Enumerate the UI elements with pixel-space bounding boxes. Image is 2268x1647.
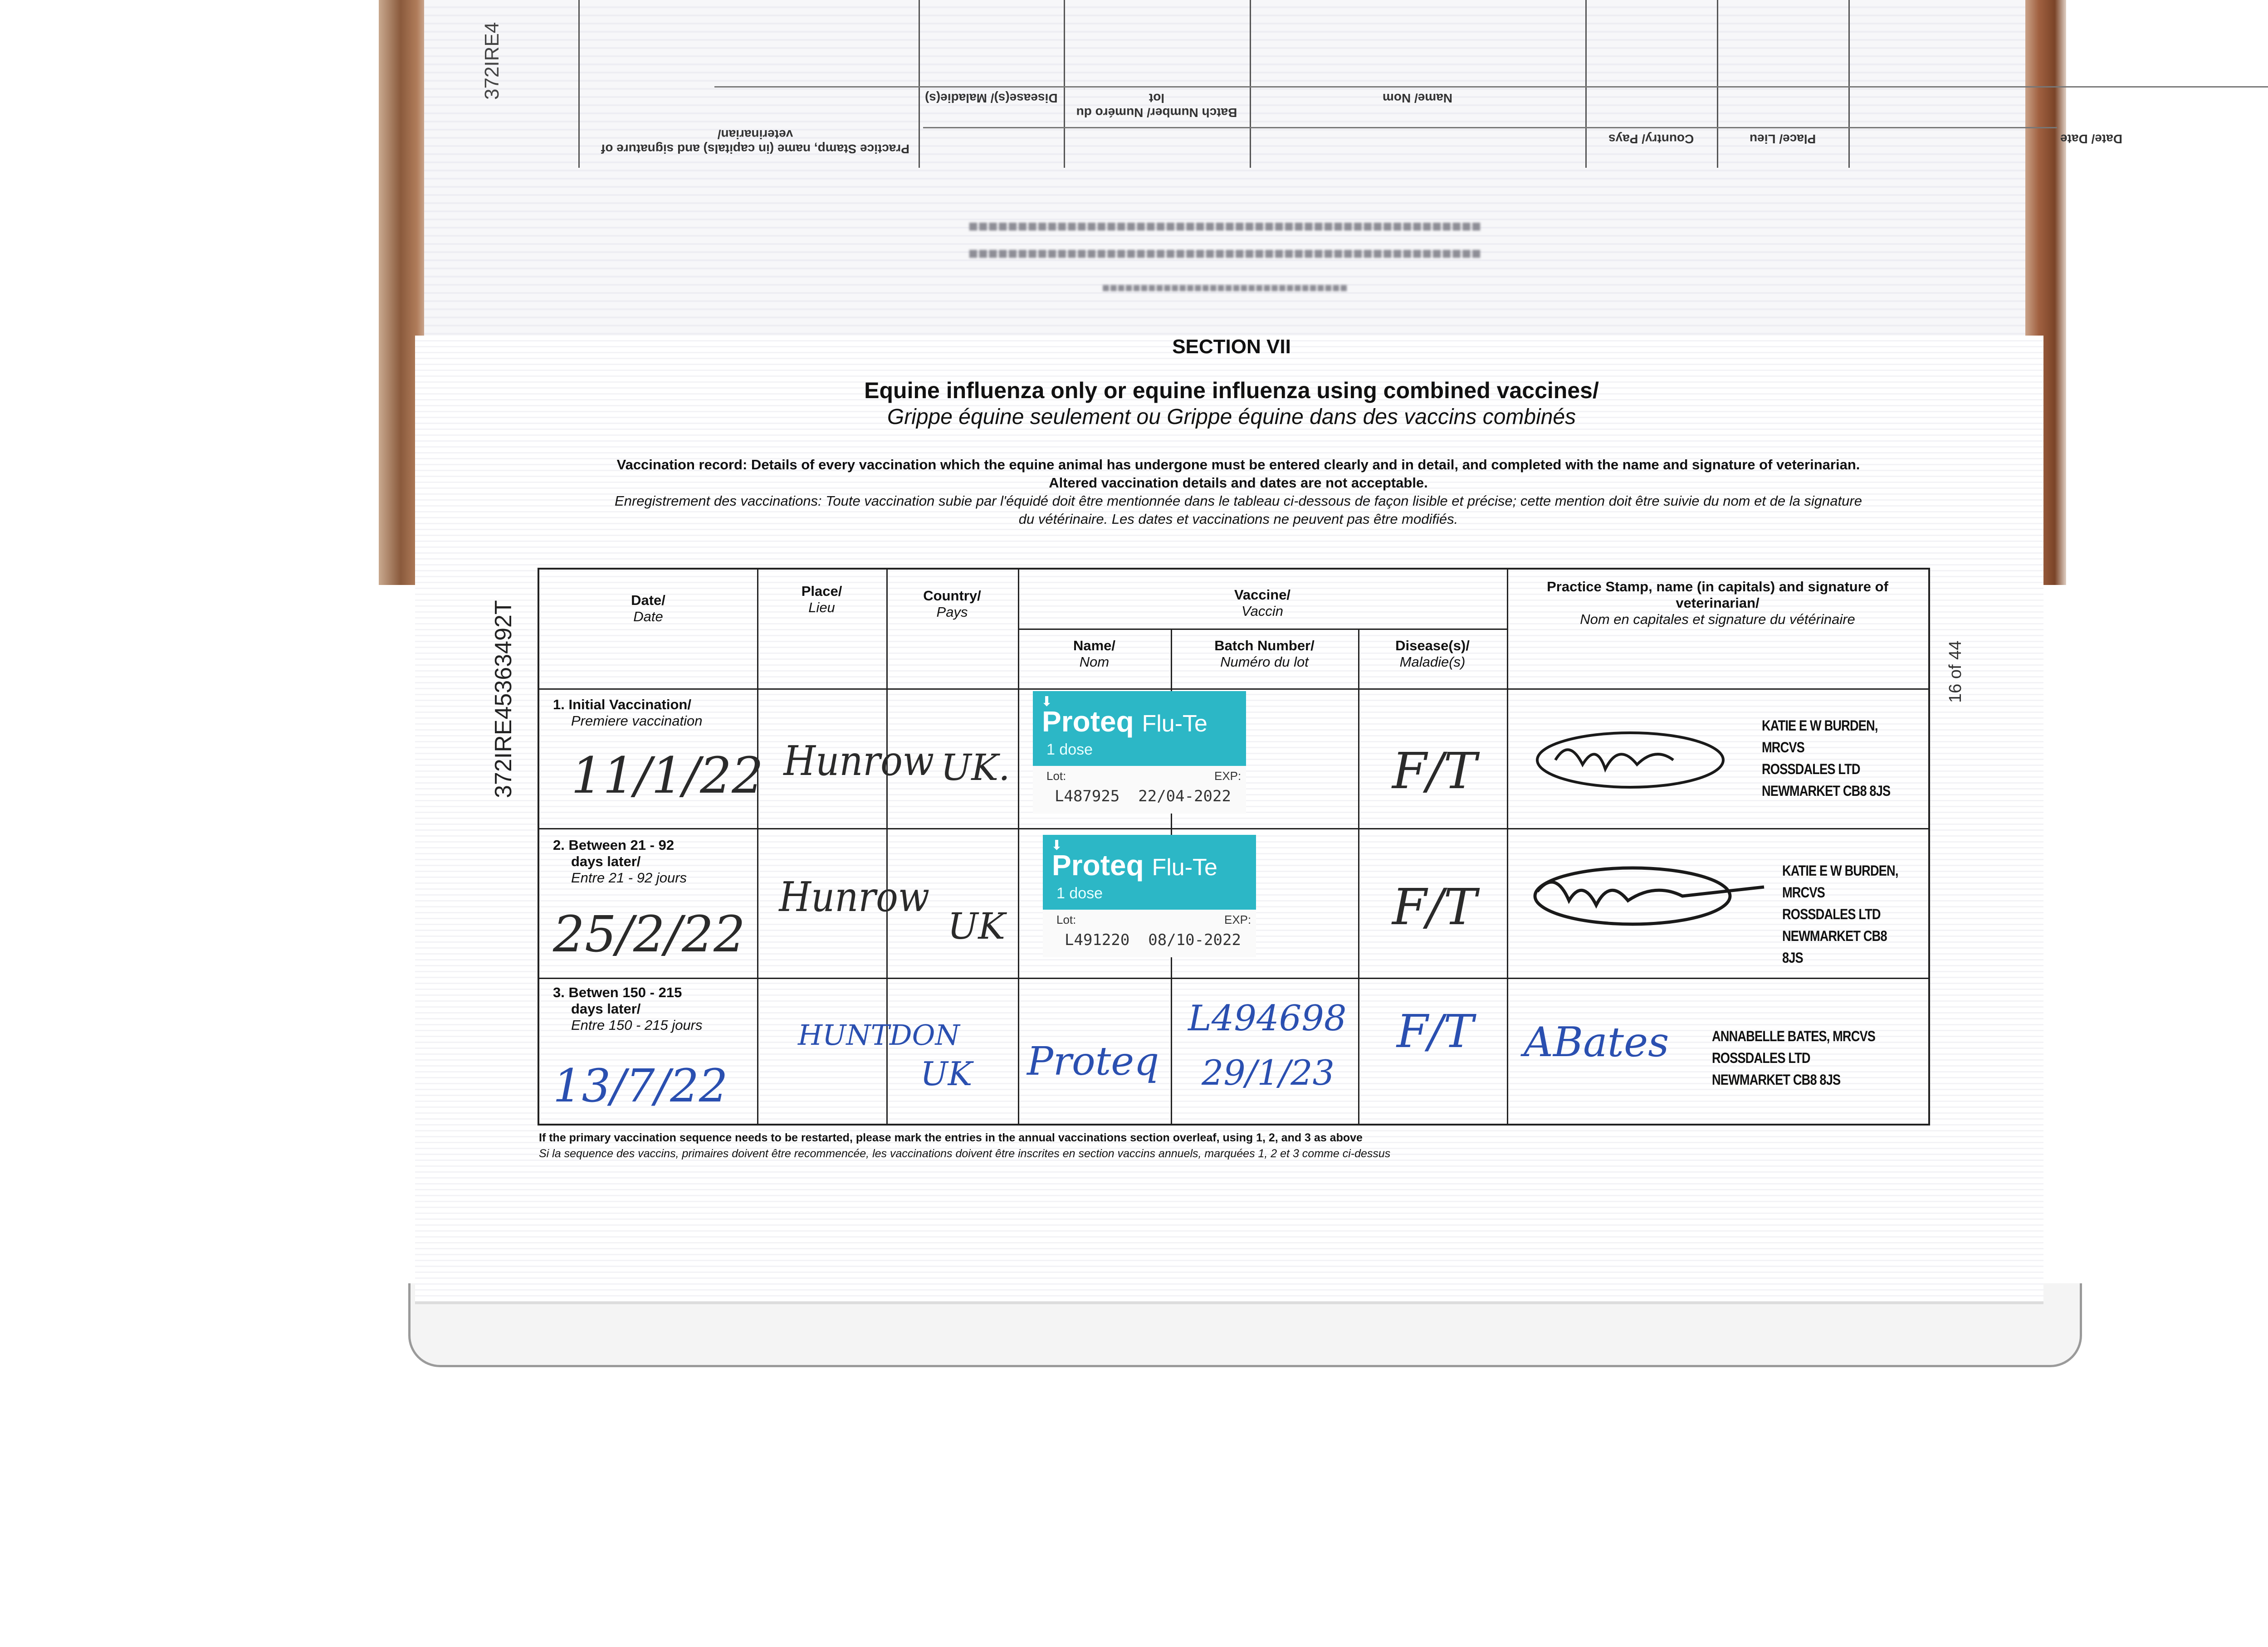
row-2-country: UK xyxy=(948,905,1006,947)
sticker-dose: 1 dose xyxy=(1046,741,1093,758)
row-1-practice-stamp: KATIE E W BURDEN, MRCVS ROSSDALES LTD NEWMARKET CB8 8JS xyxy=(1762,717,1891,799)
instructions-english-line-2: Altered vaccination details and dates are not acceptable. xyxy=(1049,475,1428,491)
instructions-english xyxy=(535,456,1941,492)
row-2-disease: F/T xyxy=(1392,878,1477,936)
sticker-lot-value: L491220 08/10-2022 xyxy=(1065,931,1241,949)
download-arrow-icon: ⬇ xyxy=(1051,838,1063,853)
row-1-date: 11/1/22 xyxy=(571,746,764,804)
row-1-vaccine-sticker xyxy=(1033,691,1246,814)
row-1-signature xyxy=(1528,710,1741,801)
sticker-brand: Proteq xyxy=(1052,849,1144,882)
row-1-country: UK. xyxy=(941,746,1010,789)
sticker-product: Flu-Te xyxy=(1152,854,1217,881)
prev-batch-header: Batch Number/ Numéro du lot xyxy=(1076,91,1237,120)
sticker-lot-label: Lot: xyxy=(1056,913,1076,926)
row-2-signature xyxy=(1519,851,1773,941)
header-country: Country/ Pays xyxy=(923,588,981,620)
prev-footer-blur-3: ■■■■■■■■■■■■■■■■■■■■■■■■■■■■■■■■ xyxy=(1102,282,1348,296)
prev-name-header: Name/ Nom xyxy=(1382,91,1453,105)
prev-country-header: Country/ Pays xyxy=(1608,132,1694,146)
row-2-place: Hunrow xyxy=(779,873,930,921)
row-3-disease: F/T xyxy=(1397,1005,1474,1058)
vaccination-table xyxy=(538,568,1930,1126)
instructions-french-line-1: Enregistrement des vaccinations: Toute vaccination subie par l'équidé doit être mentionnée dans le tableau ci-dessous de façon lisible et précise; cette mention doit être suivie du nom et de la signature xyxy=(615,493,1862,509)
sticker-lot-label: Lot: xyxy=(1046,769,1066,783)
row-3-signature: ABates xyxy=(1524,1018,1669,1066)
previous-page-table xyxy=(578,0,2268,168)
sticker-dose: 1 dose xyxy=(1056,885,1103,902)
row-2-date: 25/2/22 xyxy=(553,905,746,963)
header-date: Date/ Date xyxy=(631,592,665,624)
sticker-product: Flu-Te xyxy=(1142,711,1207,737)
previous-page-serial: 372IRE4 xyxy=(481,22,503,100)
row-2-label: 2. Between 21 - 92 days later/ Entre 21 - 92 jours xyxy=(553,837,687,886)
header-batch: Batch Number/ Numéro du lot xyxy=(1214,638,1315,670)
header-practice-stamp: Practice Stamp, name (in capitals) and signature of veterinarian/ Nom en capitales et signature du vétérinaire xyxy=(1547,579,1888,627)
sticker-exp-label: EXP: xyxy=(1224,913,1251,926)
row-3-practice-stamp: ANNABELLE BATES, MRCVS ROSSDALES LTD NEWMARKET CB8 8JS xyxy=(1712,1028,1876,1088)
footer-note-french: Si la sequence des vaccins, primaires doivent être recommencée, les vaccinations doivent être inscrites en section vaccins annuels, marquées 1, 2 et 3 comme ci-dessus xyxy=(539,1147,1391,1160)
sticker-exp-label: EXP: xyxy=(1214,769,1242,783)
title-french: Grippe équine seulement ou Grippe équine dans des vaccins combinés xyxy=(887,405,1576,429)
download-arrow-icon: ⬇ xyxy=(1041,694,1053,709)
row-1-place: Hunrow xyxy=(783,737,934,785)
row-3-place: HUNTDON xyxy=(798,1018,960,1052)
row-3-batch-expiry: 29/1/23 xyxy=(1202,1053,1334,1093)
instructions-french-line-2: du vétérinaire. Les dates et vaccinations ne peuvent pas être modifiés. xyxy=(1018,511,1458,527)
title-english: Equine influenza only or equine influenza using combined vaccines/ xyxy=(864,378,1599,403)
row-3-vaccine-name: Proteq xyxy=(1027,1039,1159,1084)
prev-footer-blur-1: ■■■■■■■■■■■■■■■■■■■■■■■■■■■■■■■■■■■■■■■■■■■■■■■■■■■■ xyxy=(968,218,1481,237)
prev-stamp-header: Practice Stamp, name (in capitals) and signature of veterinarian/ xyxy=(601,127,909,156)
row-3-date: 13/7/22 xyxy=(553,1059,728,1112)
page-number: 16 of 44 xyxy=(1946,640,1965,703)
prev-disease-header: Disease(s)/ Maladie(s) xyxy=(924,91,1058,105)
prev-place-header: Place/ Lieu xyxy=(1749,132,1816,146)
prev-date-header: Date/ Date xyxy=(2060,132,2122,146)
header-disease: Disease(s)/ Maladie(s) xyxy=(1395,638,1470,670)
instructions-english-line-1: Vaccination record: Details of every vaccination which the equine animal has undergone must be entered clearly and in detail, and completed with the name and signature of veterinarian. xyxy=(616,457,1860,473)
header-place: Place/ Lieu xyxy=(801,583,842,615)
row-1-disease: F/T xyxy=(1392,742,1477,800)
header-vaccine: Vaccine/ Vaccin xyxy=(1234,587,1291,619)
row-3-country: UK xyxy=(920,1055,973,1093)
row-3-batch-number: L494698 xyxy=(1188,998,1347,1039)
row-1-label: 1. Initial Vaccination/ Premiere vaccination xyxy=(553,697,703,729)
passport-id: 372IRE45363492T xyxy=(490,600,517,798)
prev-footer-blur-2: ■■■■■■■■■■■■■■■■■■■■■■■■■■■■■■■■■■■■■■■■■■■■■■■■■■■■ xyxy=(968,245,1481,264)
header-name: Name/ Nom xyxy=(1073,638,1116,670)
row-2-vaccine-sticker xyxy=(1043,835,1256,957)
previous-page xyxy=(424,0,2122,340)
instructions-french xyxy=(535,492,1941,528)
footer-note-english: If the primary vaccination sequence needs to be restarted, please mark the entries in the annual vaccinations section overleaf, using 1, 2, and 3 as above xyxy=(539,1131,1363,1144)
sticker-brand: Proteq xyxy=(1042,705,1134,738)
row-3-label: 3. Betwen 150 - 215 days later/ Entre 150 - 215 jours xyxy=(553,984,703,1033)
sticker-lot-value: L487925 22/04-2022 xyxy=(1055,787,1231,805)
section-heading: SECTION VII xyxy=(1172,336,1291,358)
row-2-practice-stamp: KATIE E W BURDEN, MRCVS ROSSDALES LTD NEWMARKET CB8 8JS xyxy=(1782,862,1898,966)
